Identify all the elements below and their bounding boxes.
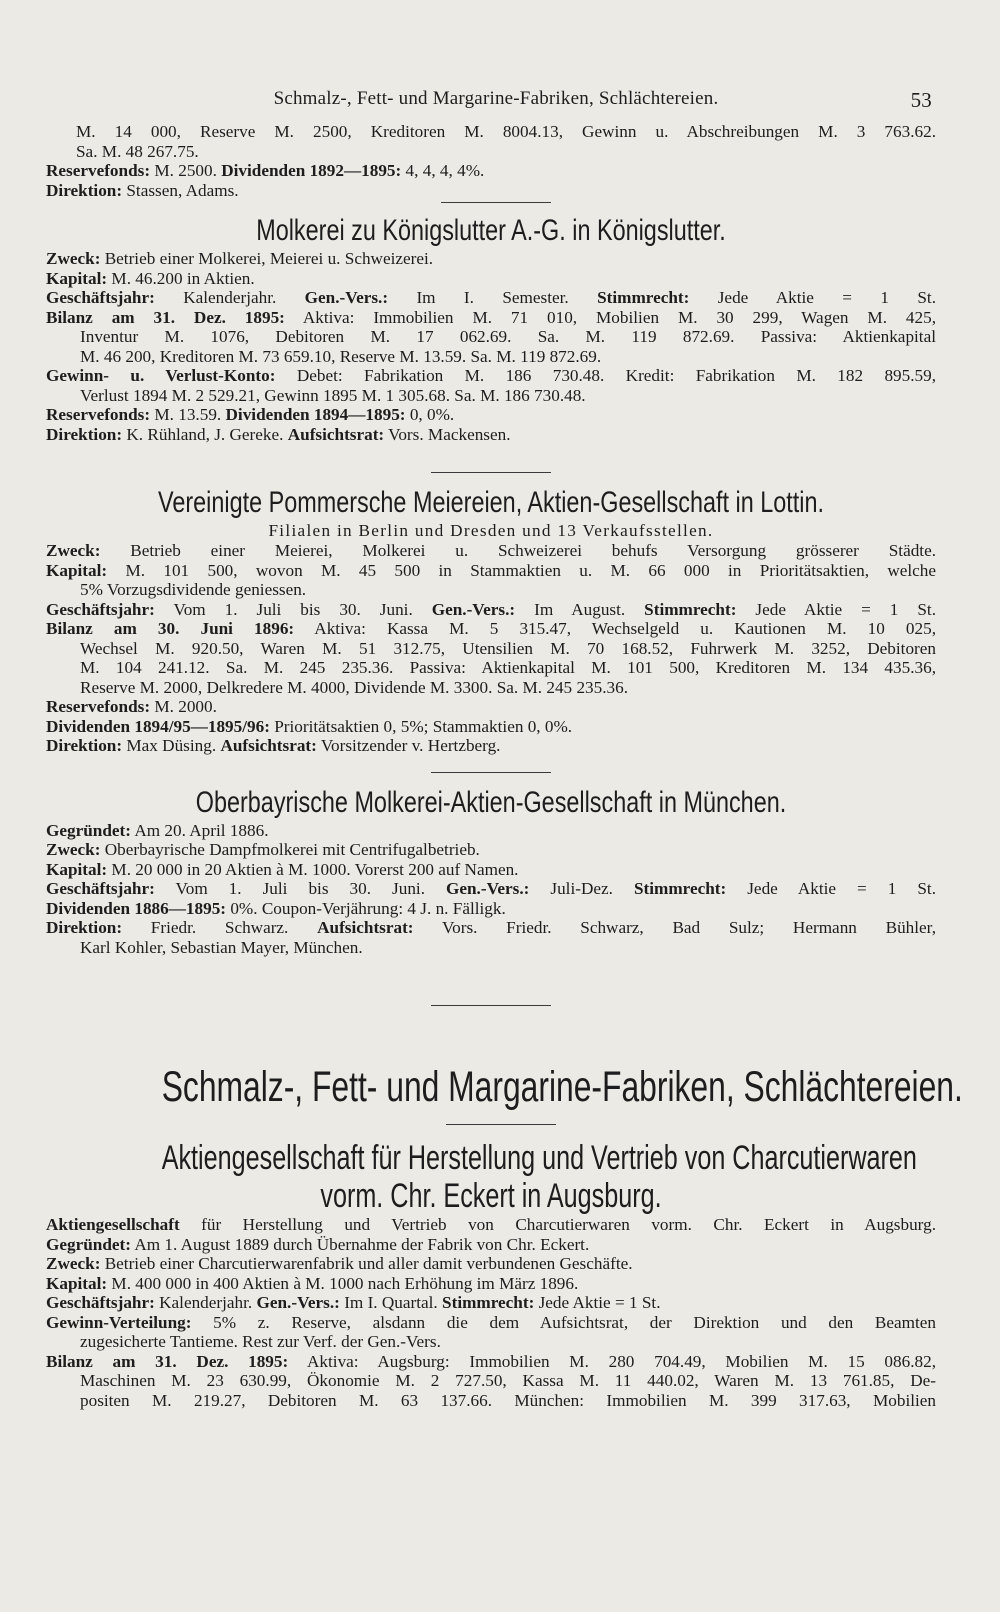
text-line: Sa. M. 48 267.75. — [76, 141, 199, 161]
company-subtitle: Filialen in Berlin und Dresden und 13 Verkaufsstellen. — [268, 521, 714, 540]
text-line: Bilanz am 30. Juni 1896: Aktiva: Kassa M. 5 315.47, Wechselgeld u. Kautionen M. 10 025, — [46, 619, 936, 638]
text-line: Inventur M. 1076, Debitoren M. 17 062.69. Sa. M. 119 872.69. Passiva: Aktienkapital — [80, 327, 936, 346]
divider — [446, 1124, 556, 1125]
text-line: Geschäftsjahr: Vom 1. Juli bis 30. Juni. Gen.-Vers.: Juli-Dez. Stimmrecht: Jede Aktie = 1 St. — [46, 879, 936, 898]
text-line: Kapital: M. 20 000 in 20 Aktien à M. 1000. Vorerst 200 auf Namen. — [46, 859, 519, 879]
divider — [431, 472, 551, 473]
company-title: Molkerei zu Königslutter A.-G. in Königslutter. — [256, 214, 726, 247]
text-line: 5% Vorzugsdividende geniessen. — [80, 580, 307, 599]
text-line: Direktion: K. Rühland, J. Gereke. Aufsichtsrat: Vors. Mackensen. — [46, 424, 511, 444]
text-line: Direktion: Friedr. Schwarz. Aufsichtsrat: Vors. Friedr. Schwarz, Bad Sulz; Hermann Bühler, — [46, 918, 936, 937]
text-line: Kapital: M. 400 000 in 400 Aktien à M. 1000 nach Erhöhung im März 1896. — [46, 1273, 579, 1293]
text-line: Gegründet: Am 20. April 1886. — [46, 820, 269, 840]
text-line: Zweck: Oberbayrische Dampfmolkerei mit Centrifugalbetrieb. — [46, 840, 480, 859]
company-title: Vereinigte Pommersche Meiereien, Aktien-Gesellschaft in Lottin. — [158, 486, 824, 519]
text-line: Maschinen M. 23 630.99, Ökonomie M. 2 727.50, Kassa M. 11 440.02, Waren M. 13 761.85, De- — [80, 1371, 936, 1390]
entry-koenigslutter — [46, 213, 936, 444]
entry-eckert — [46, 1139, 936, 1410]
text-line: zugesicherte Tantieme. Rest zur Verf. der Gen.-Vers. — [80, 1332, 441, 1351]
text-line: Reserve M. 2000, Delkredere M. 4000, Dividende M. 3300. Sa. M. 245 235.36. — [80, 677, 629, 697]
text-line: Gewinn-Verteilung: 5% z. Reserve, alsdann die dem Aufsichtsrat, der Direktion und den Beamten — [46, 1312, 936, 1332]
text-line: Kapital: M. 101 500, wovon M. 45 500 in Stammaktien u. M. 66 000 in Prioritätsaktien, welche — [46, 560, 936, 580]
text-line: Geschäftsjahr: Kalenderjahr. Gen.-Vers.: Im I. Semester. Stimmrecht: Jede Aktie = 1 St. — [46, 288, 936, 307]
text-line: Wechsel M. 920.50, Waren M. 51 312.75, Utensilien M. 70 168.52, Fuhrwerk M. 3252, Debitoren — [80, 638, 936, 658]
continued-entry — [46, 122, 936, 200]
divider — [431, 772, 551, 773]
text-line: M. 104 241.12. Sa. M. 245 235.36. Passiva: Aktienkapital M. 101 500, Kreditoren M. 134 435.36, — [80, 658, 936, 677]
text-line: Karl Kohler, Sebastian Mayer, München. — [80, 937, 363, 957]
text-line: Direktion: Max Düsing. Aufsichtsrat: Vorsitzender v. Hertzberg. — [46, 736, 501, 755]
text-line: Bilanz am 31. Dez. 1895: Aktiva: Augsburg: Immobilien M. 280 704.49, Mobilien M. 15 086.82, — [46, 1351, 936, 1371]
text-line: Reservefonds: M. 13.59. Dividenden 1894—1895: 0, 0%. — [46, 405, 455, 424]
page-content — [46, 122, 963, 1410]
text-line: Dividenden 1886—1895: 0%. Coupon-Verjährung: 4 J. n. Fälligk. — [46, 898, 506, 918]
text-line: Direktion: Stassen, Adams. — [46, 180, 239, 200]
entry-lottin — [46, 485, 936, 756]
running-header-title: Schmalz-, Fett- und Margarine-Fabriken, Schlächtereien. — [273, 88, 719, 109]
company-title-line2: vorm. Chr. Eckert in Augsburg. — [320, 1177, 662, 1215]
company-title: Oberbayrische Molkerei-Aktien-Gesellschaft in München. — [195, 785, 787, 819]
text-line: Gewinn- u. Verlust-Konto: Debet: Fabrikation M. 186 730.48. Kredit: Fabrikation M. 182 895.59, — [46, 366, 937, 385]
text-line: Zweck: Betrieb einer Charcutierwarenfabrik und aller damit verbundenen Geschäfte. — [46, 1254, 633, 1273]
text-line: Geschäftsjahr: Kalenderjahr. Gen.-Vers.: Im I. Quartal. Stimmrecht: Jede Aktie = 1 St. — [46, 1293, 661, 1312]
text-line: Kapital: M. 46.200 in Aktien. — [46, 268, 255, 288]
section-heading: Schmalz-, Fett- und Margarine-Fabriken, Schlächtereien. — [161, 1063, 963, 1111]
section-heading-block — [46, 1062, 963, 1112]
text-line: Zweck: Betrieb einer Meierei, Molkerei u. Schweizerei behufs Versorgung grösserer Städte. — [46, 541, 936, 560]
text-line: Aktiengesellschaft für Herstellung und Vertrieb von Charcutierwaren vorm. Chr. Eckert in Augsburg. — [46, 1215, 936, 1234]
entry-muenchen — [46, 785, 936, 958]
text-line: M. 46 200, Kreditoren M. 73 659.10, Reserve M. 13.59. Sa. M. 119 872.69. — [80, 346, 602, 366]
text-line: Dividenden 1894/95—1895/96: Prioritätsaktien 0, 5%; Stammaktien 0, 0%. — [46, 716, 573, 736]
divider — [431, 1005, 551, 1006]
text-line: positen M. 219.27, Debitoren M. 63 137.66. München: Immobilien M. 399 317.63, Mobilien — [80, 1390, 936, 1410]
text-line: Verlust 1894 M. 2 529.21, Gewinn 1895 M. 1 305.68. Sa. M. 186 730.48. — [80, 385, 586, 405]
company-title: Aktiengesellschaft für Herstellung und Vertrieb von Charcutierwaren — [161, 1139, 917, 1177]
text-line: Geschäftsjahr: Vom 1. Juli bis 30. Juni. Gen.-Vers.: Im August. Stimmrecht: Jede Aktie = 1 St. — [46, 599, 937, 619]
text-line: Bilanz am 31. Dez. 1895: Aktiva: Immobilien M. 71 010, Mobilien M. 30 299, Wagen M. 425, — [46, 307, 936, 327]
text-line: Zweck: Betrieb einer Molkerei, Meierei u. Schweizerei. — [46, 249, 434, 268]
text-line: M. 14 000, Reserve M. 2500, Kreditoren M. 8004.13, Gewinn u. Abschreibungen M. 3 763.62. — [76, 122, 936, 141]
text-line: Gegründet: Am 1. August 1889 durch Übernahme der Fabrik von Chr. Eckert. — [46, 1234, 590, 1254]
text-line: Reservefonds: M. 2000. — [46, 697, 217, 716]
page-number: 53 — [910, 88, 932, 112]
divider — [441, 202, 551, 203]
text-line: Reservefonds: M. 2500. Dividenden 1892—1895: 4, 4, 4, 4%. — [46, 161, 485, 180]
